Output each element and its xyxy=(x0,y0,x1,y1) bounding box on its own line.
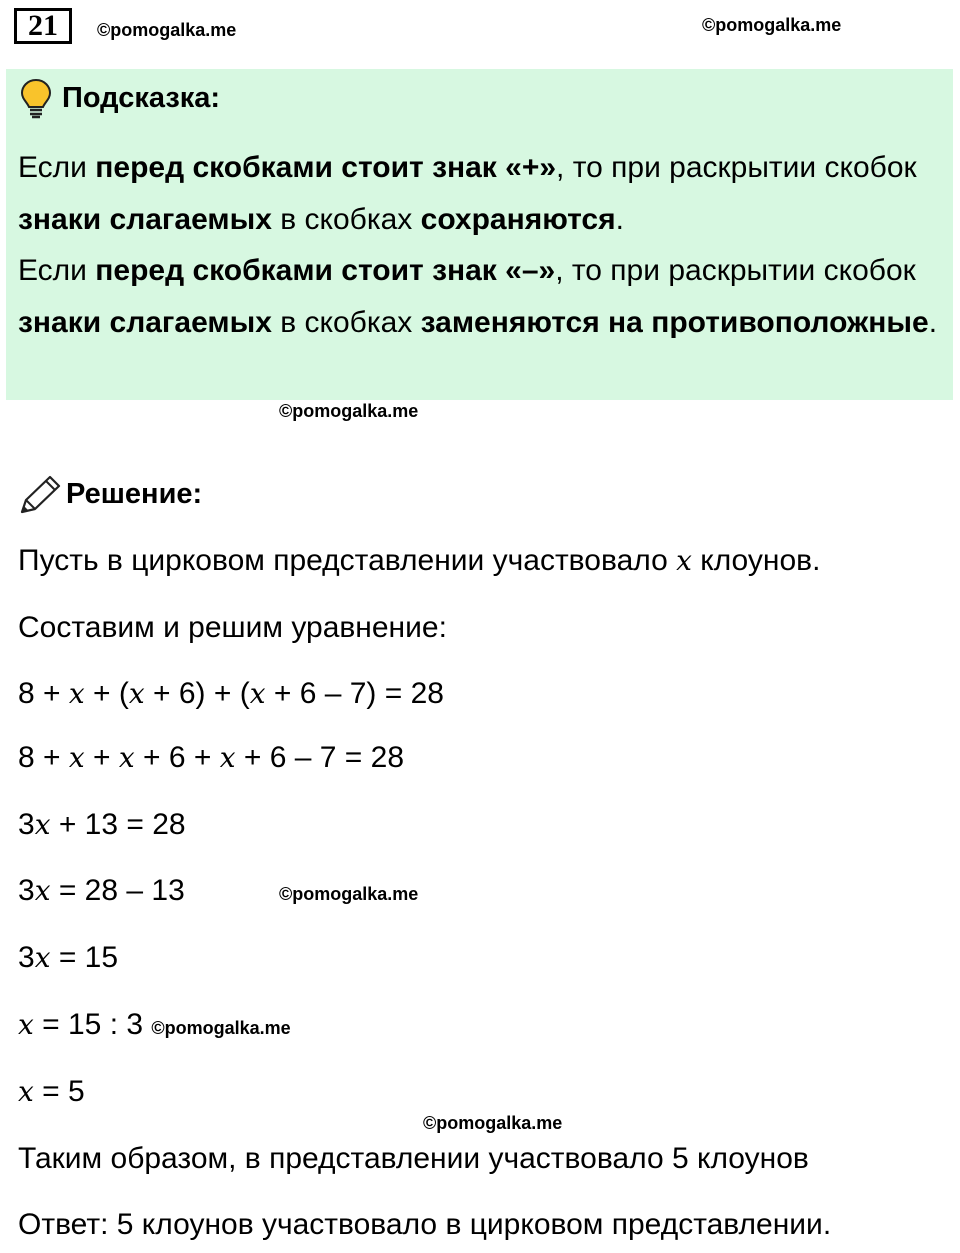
pencil-icon xyxy=(18,474,62,516)
solution-conclusion: Таким образом, в представлении участвовало 5 клоунов xyxy=(18,1142,809,1175)
hint-text xyxy=(18,142,943,348)
watermark-after-hint: ©pomogalka.me xyxy=(279,401,419,421)
equation-4: 3x = 28 – 13 xyxy=(18,874,185,907)
lightbulb-icon xyxy=(20,78,52,120)
equation-1: 8 + x + (x + 6) + (x + 6 – 7) = 28 xyxy=(18,677,444,710)
solution-answer: Ответ: 5 клоунов участвовало в цирковом представлении. xyxy=(18,1208,832,1241)
watermark-inline: ©pomogalka.me xyxy=(151,1018,291,1038)
solution-compose: Составим и решим уравнение: xyxy=(18,611,447,644)
task-number: 21 xyxy=(14,8,72,44)
equation-2: 8 + x + x + 6 + x + 6 – 7 = 28 xyxy=(18,741,405,774)
hint-rule-minus: Если перед скобками стоит знак «–», то при раскрытии скобок знаки слагаемых в скобках заменяются на противоположные. xyxy=(18,254,938,339)
solution-title: Решение: xyxy=(66,478,203,510)
watermark-header-right: ©pomogalka.me xyxy=(702,15,842,35)
hint-title: Подсказка: xyxy=(62,82,221,114)
watermark-bottom: ©pomogalka.me xyxy=(423,1113,563,1133)
equation-7: x = 5 xyxy=(18,1075,85,1108)
hint-rule-plus: Если перед скобками стоит знак «+», то при раскрытии скобок знаки слагаемых в скобках сохраняются. xyxy=(18,151,917,236)
watermark-header-left: ©pomogalka.me xyxy=(97,20,237,40)
equation-3: 3x + 13 = 28 xyxy=(18,808,186,841)
solution-intro: Пусть в цирковом представлении участвовало x клоунов. xyxy=(18,544,821,577)
watermark-mid: ©pomogalka.me xyxy=(279,884,419,904)
equation-6: x = 15 : 3 ©pomogalka.me xyxy=(18,1008,291,1041)
equation-5: 3x = 15 xyxy=(18,941,119,974)
